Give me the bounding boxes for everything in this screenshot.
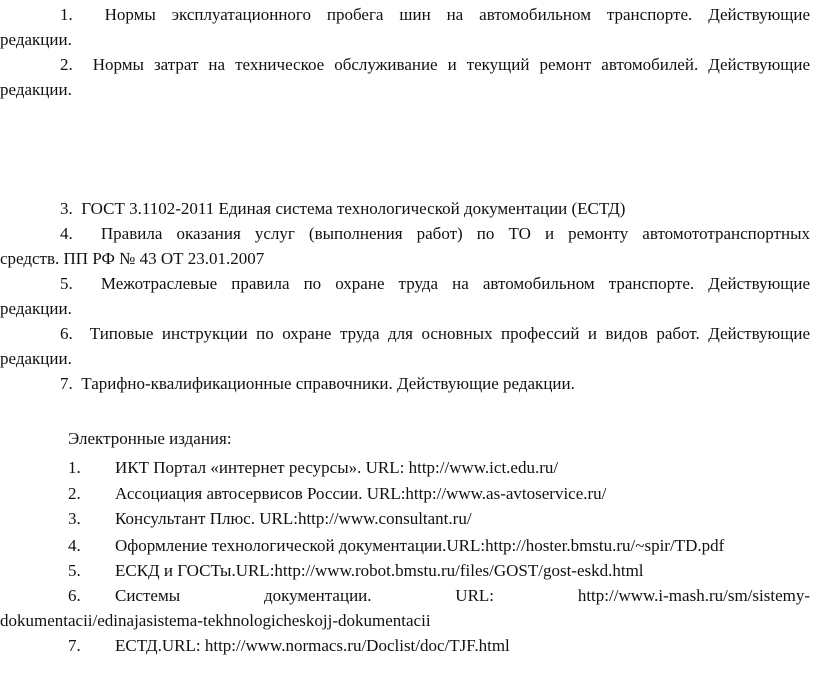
- source-item-number: 6.: [60, 324, 73, 343]
- electronic-item-1: [68, 455, 558, 480]
- electronic-item-4: [68, 533, 724, 558]
- electronic-item-text: ИКТ Портал «интернет ресурсы». URL: http://www.ict.edu.ru/: [115, 458, 559, 477]
- source-item-text-cont: редакции.: [0, 30, 72, 49]
- source-item-text: Правила оказания услуг (выполнения работ) по ТО и ремонту автомототранспортных: [100, 224, 810, 243]
- source-item-text: Типовые инструкции по охране труда для основных профессий и видов работ. Действующие: [89, 324, 810, 343]
- electronic-item-text: Ассоциация автосервисов России. URL:http://www.as-avtoservice.ru/: [115, 484, 607, 503]
- source-item-4: [0, 221, 810, 271]
- source-item-number: 2.: [60, 55, 73, 74]
- source-item-3: [0, 196, 810, 221]
- electronic-item-5: [68, 558, 644, 583]
- electronic-item-number: 6.: [68, 586, 81, 605]
- source-item-number: 7.: [60, 374, 73, 393]
- electronic-item-6: [0, 583, 810, 633]
- electronic-item-number: 7.: [68, 636, 81, 655]
- source-item-5: [0, 271, 810, 321]
- electronic-item-2: [68, 481, 606, 506]
- electronic-item-number: 1.: [68, 458, 81, 477]
- source-item-text-cont: редакции.: [0, 299, 72, 318]
- source-item-text: Нормы затрат на техническое обслуживание и текущий ремонт автомобилей. Действующие: [92, 55, 810, 74]
- electronic-item-text: ЕСТД.URL: http://www.normacs.ru/Doclist/doc/TJF.html: [115, 636, 510, 655]
- source-item-text-cont: редакции.: [0, 349, 72, 368]
- electronic-item-number: 2.: [68, 484, 81, 503]
- electronic-item-number: 4.: [68, 536, 81, 555]
- source-item-text-cont: редакции.: [0, 80, 72, 99]
- source-item-2: [0, 52, 810, 102]
- source-item-number: 5.: [60, 274, 73, 293]
- electronic-item-text: Оформление технологической документации.URL:http://hoster.bmstu.ru/~spir/TD.pdf: [115, 536, 725, 555]
- source-item-1: [0, 2, 810, 52]
- electronic-item-3: [68, 506, 472, 531]
- source-item-text: Нормы эксплуатационного пробега шин на автомобильном транспорте. Действующие: [104, 5, 811, 24]
- source-item-text: ГОСТ 3.1102-2011 Единая система технологической документации (ЕСТД): [81, 199, 626, 218]
- electronic-item-text: ЕСКД и ГОСТы.URL:http://www.robot.bmstu.ru/files/GOST/gost-eskd.html: [115, 561, 644, 580]
- source-item-number: 3.: [60, 199, 73, 218]
- source-item-7: [0, 371, 810, 396]
- source-item-text-cont: средств. ПП РФ № 43 ОТ 23.01.2007: [0, 249, 265, 268]
- electronic-item-text: Системы документации. URL: http://www.i-mash.ru/sm/sistemy-: [115, 586, 810, 605]
- source-item-6: [0, 321, 810, 371]
- electronic-sources-heading: Электронные издания:: [68, 429, 232, 448]
- source-item-text: Тарифно-квалификационные справочники. Действующие редакции.: [81, 374, 575, 393]
- source-item-text: Межотраслевые правила по охране труда на автомобильном транспорте. Действующие: [100, 274, 811, 293]
- electronic-item-7: [68, 633, 510, 658]
- electronic-item-text: Консультант Плюс. URL:http://www.consultant.ru/: [115, 509, 472, 528]
- electronic-item-text-cont: dokumentacii/edinajasistema-tekhnologicheskojj-dokumentacii: [0, 611, 431, 630]
- source-item-number: 4.: [60, 224, 73, 243]
- source-item-number: 1.: [60, 5, 73, 24]
- electronic-item-number: 3.: [68, 509, 81, 528]
- electronic-item-number: 5.: [68, 561, 81, 580]
